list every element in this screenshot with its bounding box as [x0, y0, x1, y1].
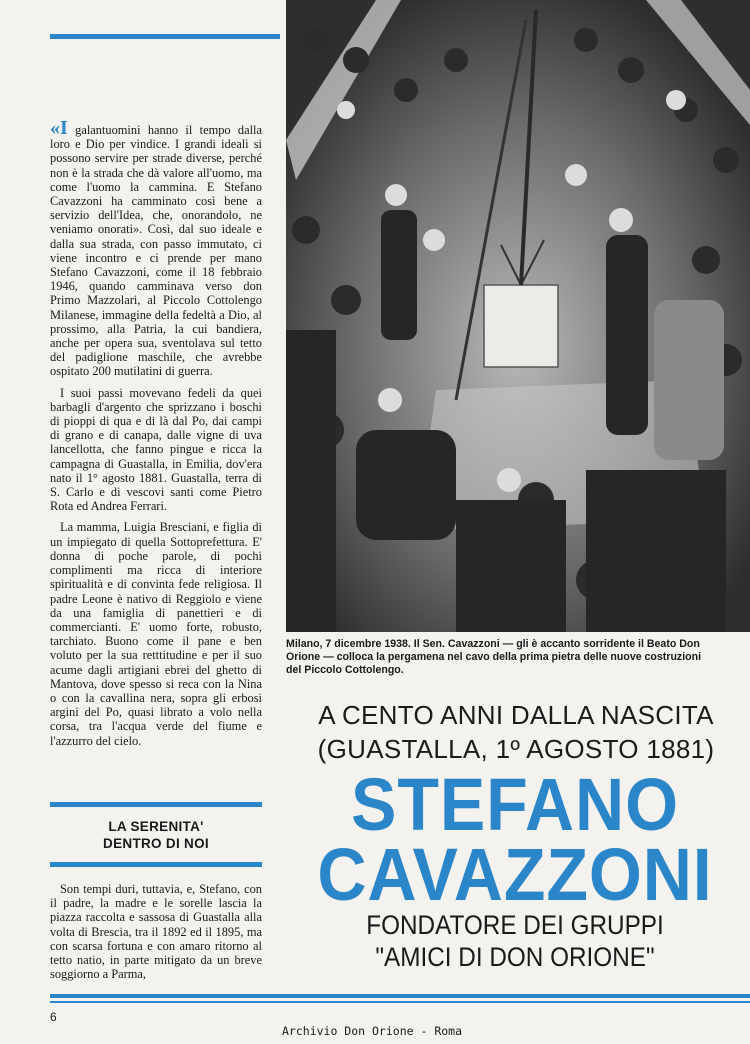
- bottom-rule-1: [50, 994, 750, 998]
- sidebar-paragraph: Son tempi duri, tuttavia, e, Stefano, con il padre, la madre e le sorelle lascia la piazza raccolta e sassosa di Guastalla alla volta di Brescia, tra il 1892 ed il 1895, ma con scarsa fortuna e con amaro ritorno al tetto natio, in parte mitigato da un breve soggiorno a Parma,: [50, 882, 262, 982]
- headline-kicker-1: A CENTO ANNI DALLA NASCITA: [318, 700, 714, 730]
- top-rule: [50, 34, 280, 39]
- headline-kicker-2: (GUASTALLA, 1º AGOSTO 1881): [317, 734, 715, 764]
- sidebar-rule-top: [50, 802, 262, 807]
- archive-label: Archivio Don Orione - Roma: [282, 1024, 463, 1038]
- photo-caption: Milano, 7 dicembre 1938. Il Sen. Cavazzoni — gli è accanto sorridente il Beato Don Orione — colloca la pergamena nel cavo della prima pietra delle nuove costruzioni del Piccolo Cottolengo.: [286, 638, 702, 676]
- article-paragraph-3: La mamma, Luigia Bresciani, e figlia di un impiegato di quella Sottoprefettura. E' donna di poche parole, di pochi complimenti ma ricca di interiore spiritualità e di convinta fede religiosa. Il padre Leone è nativo di Reggiolo e viene da una famiglia di panettieri e di commercianti. E' uomo forte, robusto, tarchiato. Buono come il pane e ben voluto per la sua retttitudine e per il suo acume dagli artigiani ebrei del ghetto di Mantova, dove spesso si reca con la Nina o con la cavallina nera, sopra gli erbosi argini del Po, quasi librato a volo nella corsa, tra l'acqua verde del fiume e l'azzurro del cielo.: [50, 520, 262, 748]
- bottom-rule-2: [50, 1001, 750, 1003]
- headline-subtitle-1: FONDATORE DEI GRUPPI: [366, 910, 664, 940]
- sidebar-title: LA SERENITA' DENTRO DI NOI: [103, 819, 209, 851]
- sidebar-text: [50, 882, 262, 988]
- headline-title-2: CAVAZZONI: [317, 833, 713, 916]
- headline-subtitle-2: "AMICI DI DON ORIONE": [375, 942, 655, 972]
- photo-illustration: [286, 0, 750, 632]
- article-paragraph-1: «I galantuomini hanno il tempo dalla loro e Dio per vindice. I grandi ideali si possono servire per strade diverse, perché non è la strada che dà valore all'uomo, ma come l'uomo la cammina. E Stefano Cavazzoni ha camminato così bene a servizio dell'Idea, che, onorandolo, ne veniamo onorati». Così, dal suo ideale e dalla sua strada, con passo immutato, ci viene incontro e ci prende per mano Stefano Cavazzoni, come il 18 febbraio 1946, quando camminava verso don Primo Mazzolari, al Piccolo Cottolengo Milanese, immagine della fedeltà a Dio, al prossimo, alla Patria, la cui bandiera, anche per opera sua, sventolava sul tetto del padiglione maschile, che avrebbe ospitato 200 mutilatini di guerra.: [50, 117, 262, 379]
- article-column: [50, 117, 262, 755]
- sidebar-rule-bottom: [50, 862, 262, 867]
- page-number: 6: [50, 1010, 57, 1024]
- article-paragraph-2: I suoi passi movevano fedeli da quei barbagli d'argento che sprizzano i boschi di pioppi di qua e di là dal Po, dai campi di grano e di canapa, dalle vigne di uva lancellotta, che fanno pingue e ricca la campagna di Guastalla, in Emilia, dov'era nato il 1° agosto 1881. Guastalla, terra di S. Carlo e di vescovi santi come Pietro Rota ed Andrea Ferrari.: [50, 385, 262, 514]
- opening-quote: «I: [50, 117, 68, 139]
- photo-ceremony: [286, 0, 750, 632]
- headline-title-1: STEFANO: [351, 763, 679, 846]
